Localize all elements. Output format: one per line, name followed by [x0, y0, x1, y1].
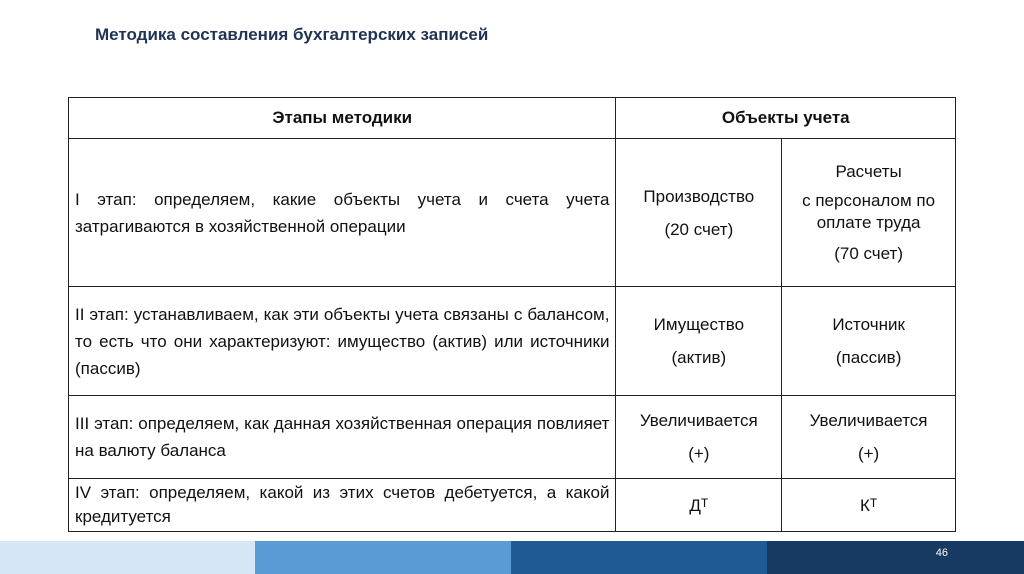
cell-line: (пассив)	[835, 348, 902, 367]
cell-line: (70 счет)	[834, 243, 903, 263]
stage-4-right-object	[782, 479, 956, 532]
credit-label: Кᵀ	[859, 495, 878, 515]
table-row	[69, 139, 956, 287]
stage-2-left-object	[616, 287, 782, 396]
debit-label: Дᵀ	[689, 495, 709, 515]
footer-segment-3	[511, 541, 767, 574]
stage-4-left-object	[616, 479, 782, 532]
table-row	[69, 287, 956, 396]
cell-line: Производство	[643, 186, 755, 206]
header-stages: Этапы методики	[69, 98, 616, 139]
slide-title: Методика составления бухгалтерских записей	[95, 25, 489, 44]
stage-2-right-object	[782, 287, 956, 396]
table-row	[69, 479, 956, 532]
cell-line: Расчеты	[835, 161, 902, 181]
page-number: 46	[935, 547, 948, 559]
cell-line: (+)	[857, 444, 880, 463]
cell-line: с персоналом по оплате труда	[802, 190, 936, 232]
stage-3-left-object	[616, 396, 782, 479]
table-row	[69, 396, 956, 479]
cell-line: Увеличивается	[809, 411, 928, 430]
methodology-table	[68, 97, 956, 532]
cell-line: Имущество	[653, 315, 745, 334]
cell-line: (актив)	[671, 348, 727, 367]
cell-line: Увеличивается	[639, 411, 758, 430]
table-header-row	[69, 98, 956, 139]
stage-2-text: II этап: устанавливаем, как эти объекты учета связаны с балансом, то есть что они характеризуют: имущество (актив) или источники (пассив)	[69, 287, 616, 396]
stage-1-right-object	[782, 139, 956, 287]
cell-line: (+)	[688, 444, 710, 463]
footer-segment-1	[0, 541, 255, 574]
cell-line: Источник	[832, 315, 905, 334]
stage-3-text: III этап: определяем, как данная хозяйственная операция повлияет на валюту баланса	[69, 396, 616, 479]
footer-color-bar	[0, 541, 1024, 574]
header-objects: Объекты учета	[616, 98, 956, 139]
stage-4-text: IV этап: определяем, какой из этих счетов дебетуется, а какой кредитуется	[69, 479, 616, 532]
footer-segment-4	[767, 541, 1024, 574]
stage-1-text: I этап: определяем, какие объекты учета и счета учета затрагиваются в хозяйственной операции	[69, 139, 616, 287]
cell-line: (20 счет)	[664, 219, 734, 239]
footer-segment-2	[255, 541, 511, 574]
stage-1-left-object	[616, 139, 782, 287]
stage-3-right-object	[782, 396, 956, 479]
